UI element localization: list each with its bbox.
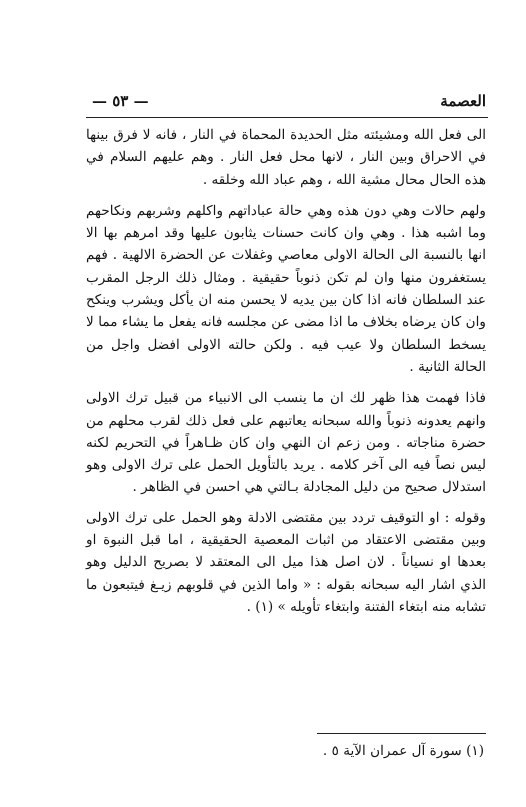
main-text <box>86 124 486 618</box>
footnote: (١) سورة آل عمران الآية ٥ . <box>322 743 484 759</box>
paragraph: الى فعل الله ومشيئته مثل الحديدة المحماة في النار ، فانه لا فرق بينها في الاحراق وبين النار ، لانها محل فعل النار . وهم عليهم السلام في هذه الحال محال مشية الله ، وهم عباد الله وخلقه . <box>86 127 486 188</box>
chapter-title: العصمة <box>440 92 486 110</box>
footnote-rule <box>317 733 486 734</box>
paragraph: فاذا فهمت هذا ظهر لك ان ما ينسب الى الانبياء من قبيل ترك الاولى وانهم يعدونه ذنوباً والله سبحانه يعاتبهم على فعل ذلك لقرب محلهم من حضرة مناجاته . ومن زعم ان النهي وان كان ظـاهراً في التحريم لكنه ليس نصاً فيه الى آخر كلامه . يريد بالتأويل الحمل على ترك الاولى وهو استدلال صحيح من دليل المجادلة بـالتي هي احسن في الظاهر . <box>86 390 486 496</box>
header-rule <box>86 117 488 118</box>
page-number: — ٥٣ — <box>92 92 149 110</box>
paragraph: وقوله : او التوقيف تردد بين مقتضى الادلة وهو الحمل على ترك الاولى وبين مقتضى الاعتقاد من اثبات المعصية الحقيقية ، اما قبل النبوة او بعدها او نسياناً . لان اصل هذا ميل الى المعتقد لا بصريح الدليل وهو الذي اشار اليه سبحانه بقوله : « واما الذين في قلوبهم زيـغ فيتبعون ما تشابه منه ابتغاء الفتنة وابتغاء تأويله » (١) . <box>86 509 486 615</box>
paragraph: ولهم حالات وهي دون هذه وهي حالة عباداتهم واكلهم وشربهم ونكاحهم وما اشبه هذا . وهي وان كانت حسنات يثابون عليها وقد امرهم بها الا انها بالنسبة الى الحالة الاولى معاصي وغفلات عن الحضرة الالهية . فهم يستغفرون منها وان لم تكن ذنوباً حقيقية . ومثال ذلك الرجل المقرب عند السلطان فانه اذا كان بين يديه لا يحسن منه ان يأكل ويشرب وينكح وان كان يرضاه بخلاف ما اذا مضى عن مجلسه فانه يفعل ما يشاء مما لا يسخط السلطان ولا عيب فيه . ولكن حالته الاولى افضل واجل من الحالة الثانية . <box>86 202 486 375</box>
running-header <box>92 92 486 114</box>
